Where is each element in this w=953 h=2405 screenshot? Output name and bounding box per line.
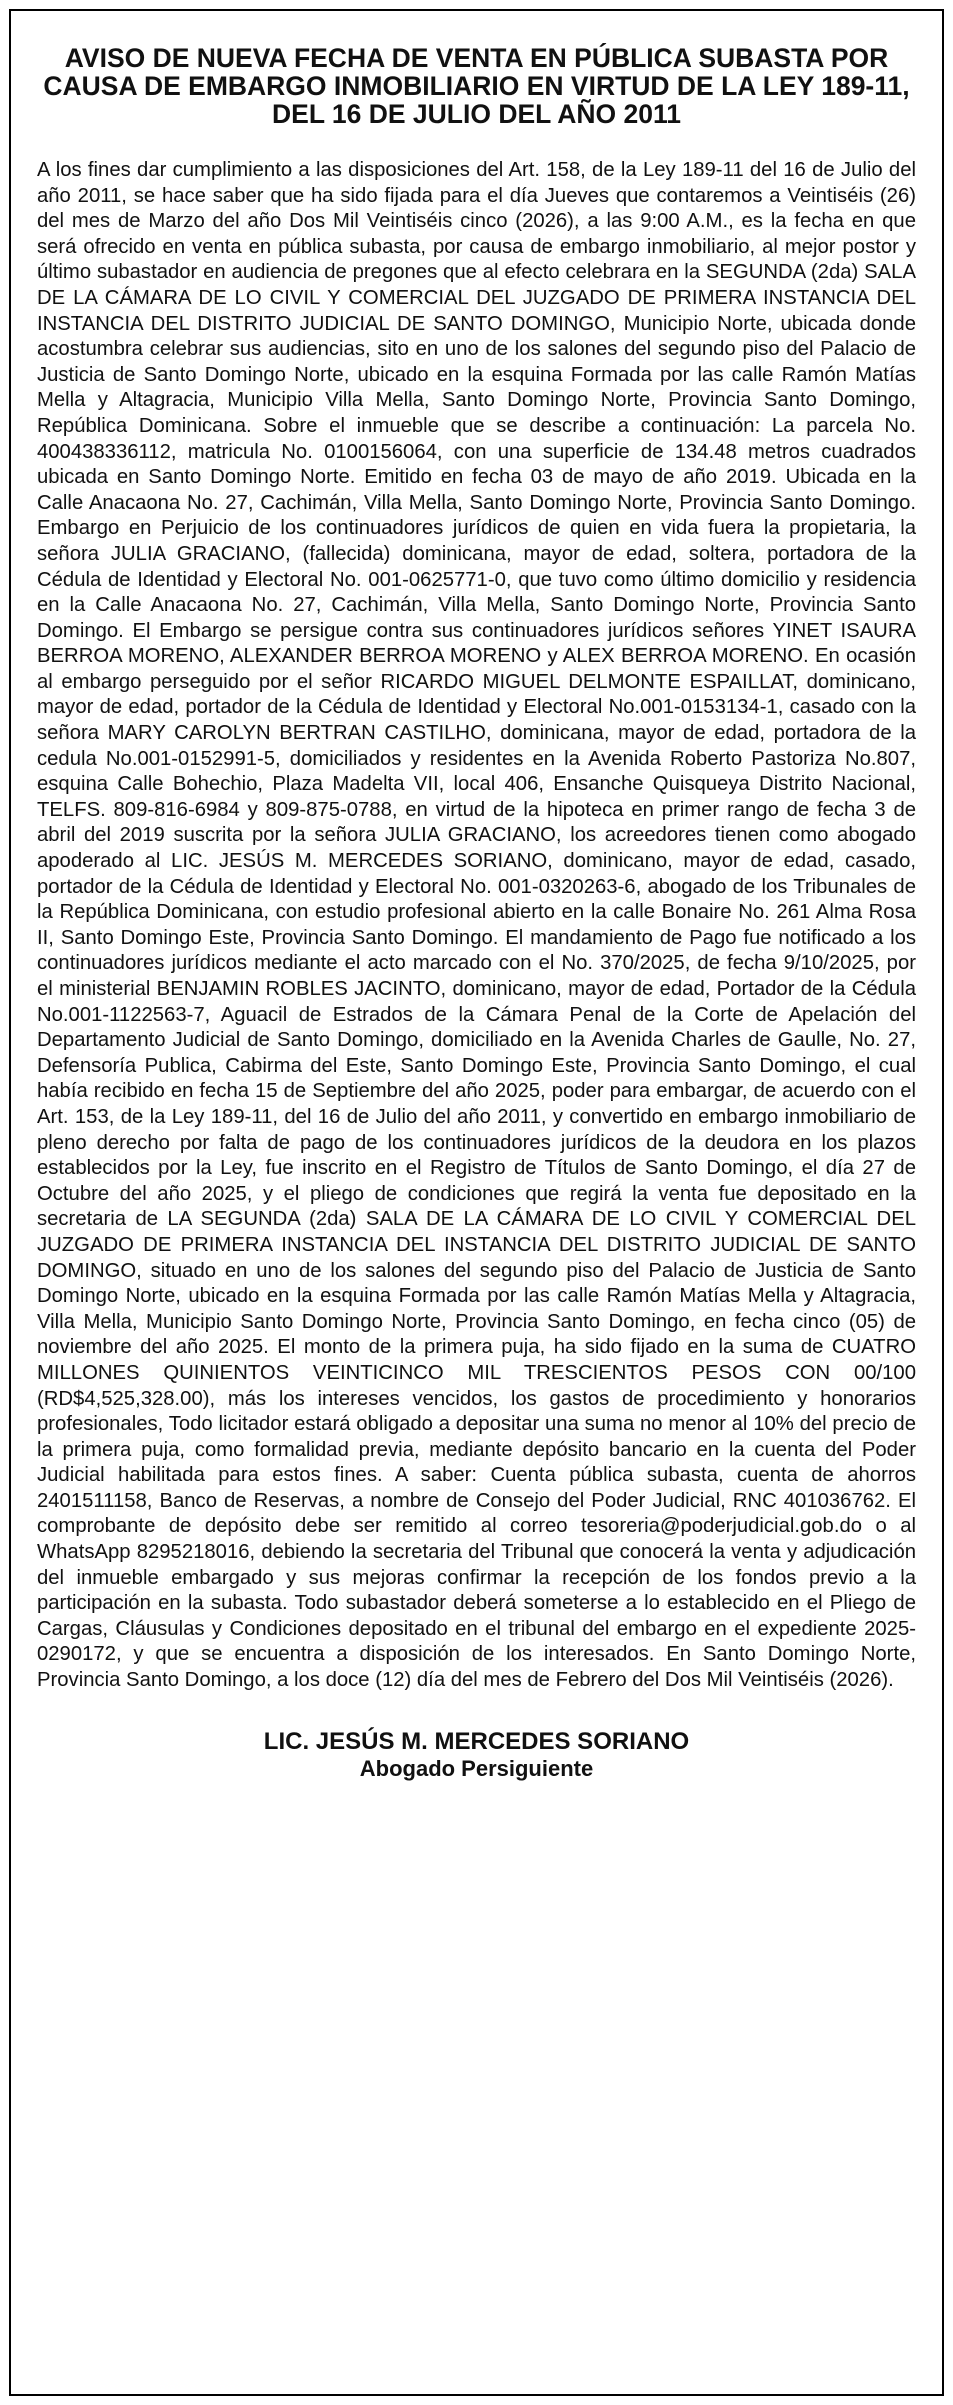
notice-frame <box>9 9 944 2396</box>
notice-body: A los fines dar cumplimiento a las disposiciones del Art. 158, de la Ley 189-11 del 16 de Julio del año 2011, se hace saber que ha sido fijada para el día Jueves que contaremos a Veintiséis (26) del mes de Marzo del año Dos Mil Veintiséis cinco (2026), a las 9:00 A.M., es la fecha en que será ofrecido en venta en pública subasta, por causa de embargo inmobiliario, al mejor postor y último subastador en audiencia de pregones que al efecto celebrara en la SEGUNDA (2da) SALA DE LA CÁMARA DE LO CIVIL Y COMERCIAL DEL JUZGADO DE PRIMERA INSTANCIA DEL INSTANCIA DEL DISTRITO JUDICIAL DE SANTO DOMINGO, Municipio Norte, ubicada donde acostumbra celebrar sus audiencias, sito en uno de los salones del segundo piso del Palacio de Justicia de Santo Domingo Norte, ubicado en la esquina Formada por las calle Ramón Matías Mella y Altagracia, Municipio Villa Mella, Santo Domingo Norte, Provincia Santo Domingo, República Dominicana. Sobre el inmueble que se describe a continuación: La parcela No. 400438336112, matricula No. 0100156064, con una superficie de 134.48 metros cuadrados ubicada en Santo Domingo Norte. Emitido en fecha 03 de mayo de año 2019. Ubicada en la Calle Anacaona No. 27, Cachimán, Villa Mella, Santo Domingo Norte, Provincia Santo Domingo. Embargo en Perjuicio de los continuadores jurídicos de quien en vida fuera la propietaria, la señora JULIA GRACIANO, (fallecida) dominicana, mayor de edad, soltera, portadora de la Cédula de Identidad y Electoral No. 001-0625771-0, que tuvo como último domicilio y residencia en la Calle Anacaona No. 27, Cachimán, Villa Mella, Santo Domingo Norte, Provincia Santo Domingo. El Embargo se persigue contra sus continuadores jurídicos señores YINET ISAURA BERROA MORENO, ALEXANDER BERROA MORENO y ALEX BERROA MORENO. En ocasión al embargo perseguido por el señor RICARDO MIGUEL DELMONTE ESPAILLAT, dominicano, mayor de edad, portador de la Cédula de Identidad y Electoral No.001-0153134-1, casado con la señora MARY CAROLYN BERTRAN CASTILHO, dominicana, mayor de edad, portadora de la cedula No.001-0152991-5, domiciliados y residentes en la Avenida Roberto Pastoriza No.807, esquina Calle Bohechio, Plaza Madelta VII, local 406, Ensanche Quisqueya Distrito Nacional, TELFS. 809-816-6984 y 809-875-0788, en virtud de la hipoteca en primer rango de fecha 3 de abril del 2019 suscrita por la señora JULIA GRACIANO, los acreedores tienen como abogado apoderado al LIC. JESÚS M. MERCEDES SORIANO, dominicano, mayor de edad, casado, portador de la Cédula de Identidad y Electoral No. 001-0320263-6, abogado de los Tribunales de la República Dominicana, con estudio profesional abierto en la calle Bonaire No. 261 Alma Rosa II, Santo Domingo Este, Provincia Santo Domingo. El mandamiento de Pago fue notificado a los continuadores jurídicos mediante el acto marcado con el No. 370/2025, de fecha 9/10/2025, por el ministerial BENJAMIN ROBLES JACINTO, dominicano, mayor de edad, Portador de la Cédula No.001-1122563-7, Aguacil de Estrados de la Cámara Penal de la Corte de Apelación del Departamento Judicial de Santo Domingo, domiciliado en la Avenida Charles de Gaulle, No. 27, Defensoría Publica, Cabirma del Este, Santo Domingo Este, Provincia Santo Domingo, el cual había recibido en fecha 15 de Septiembre del año 2025, poder para embargar, de acuerdo con el Art. 153, de la Ley 189-11, del 16 de Julio del año 2011, y convertido en embargo inmobiliario de pleno derecho por falta de pago de los continuadores jurídicos de la deudora en los plazos establecidos por la Ley, fue inscrito en el Registro de Títulos de Santo Domingo, el día 27 de Octubre del año 2025, y el pliego de condiciones que regirá la venta fue depositado en la secretaria de LA SEGUNDA (2da) SALA DE LA CÁMARA DE LO CIVIL Y COMERCIAL DEL JUZGADO DE PRIMERA INSTANCIA DEL INSTANCIA DEL DISTRITO JUDICIAL DE SANTO DOMINGO, situado en uno de los salones del segundo piso del Palacio de Justicia de Santo Domingo Norte, ubicado en la esquina Formada por las calle Ramón Matías Mella y Altagracia, Villa Mella, Municipio Santo Domingo Norte, Provincia Santo Domingo, en fecha cinco (05) de noviembre del año 2025. El monto de la primera puja, ha sido fijado en la suma de CUATRO MILLONES QUINIENTOS VEINTICINCO MIL TRESCIENTOS PESOS CON 00/100 (RD$4,525,328.00), más los intereses vencidos, los gastos de procedimiento y honorarios profesionales, Todo licitador estará obligado a depositar una suma no menor al 10% del precio de la primera puja, como formalidad previa, mediante depósito bancario en la cuenta del Poder Judicial habilitada para estos fines. A saber: Cuenta pública subasta, cuenta de ahorros 2401511158, Banco de Reservas, a nombre de Consejo del Poder Judicial, RNC 401036762. El comprobante de depósito debe ser remitido al correo tesoreria@poderjudicial.gob.do o al WhatsApp 8295218016, debiendo la secretaria del Tribunal que conocerá la venta y adjudicación del inmueble embargado y sus mejoras confirmar la recepción de los fondos previo a la participación en la subasta. Todo subastador deberá someterse a lo establecido en el Pliego de Cargas, Cláusulas y Condiciones depositado en el tribunal del embargo en el expediente 2025-0290172, y que se encuentra a disposición de los interesados. En Santo Domingo Norte, Provincia Santo Domingo, a los doce (12) día del mes de Febrero del Dos Mil Veintiséis (2026). <box>37 159 916 1692</box>
signature-name: LIC. JESÚS M. MERCEDES SORIANO <box>263 1727 690 1755</box>
notice-title: AVISO DE NUEVA FECHA DE VENTA EN PÚBLICA SUBASTA POR CAUSA DE EMBARGO INMOBILIARIO EN VIRTUD DE LA LEY 189-11, DEL 16 DE JULIO DEL AÑO 2011 <box>43 43 910 129</box>
signature-block <box>11 1728 942 1782</box>
signature-role: Abogado Persiguiente <box>359 1755 594 1781</box>
